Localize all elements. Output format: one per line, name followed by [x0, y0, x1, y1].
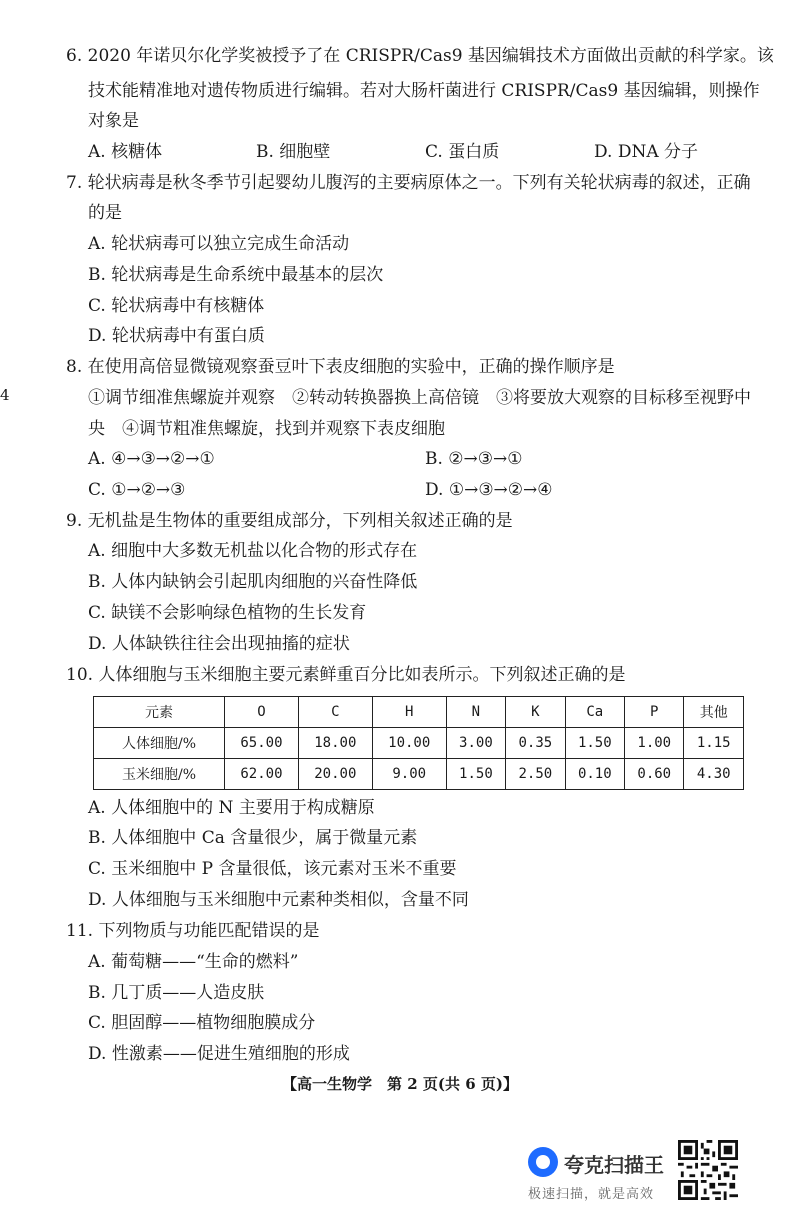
table-cell: 2.50	[506, 759, 565, 790]
quark-logo-icon	[528, 1147, 558, 1177]
q7-line-2: 的是	[88, 203, 122, 223]
table-cell: 65.00	[225, 728, 299, 759]
table-header-cell: N	[446, 697, 505, 728]
table-cell: 4.30	[684, 759, 744, 790]
brand-slogan: 极速扫描，就是高效	[528, 1187, 655, 1202]
q7-option-b: B. 轮状病毒是生命系统中最基本的层次	[88, 265, 384, 285]
q8-line-1: 8. 在使用高倍显微镜观察蚕豆叶下表皮细胞的实验中，正确的操作顺序是	[66, 357, 615, 377]
q8-option-d: D. ①→③→②→④	[425, 480, 553, 500]
q9-option-a: A. 细胞中大多数无机盐以化合物的形式存在	[88, 541, 418, 561]
table-header-cell: 其他	[684, 697, 744, 728]
q11-line-1: 11. 下列物质与功能匹配错误的是	[66, 921, 320, 941]
q6-line-2: 技术能精准地对遗传物质进行编辑。若对大肠杆菌进行 CRISPR/Cas9 基因编辑，则操作	[88, 81, 760, 101]
table-header-cell: O	[225, 697, 299, 728]
q6-option-c: C. 蛋白质	[425, 142, 500, 162]
q6-option-d: D. DNA 分子	[594, 142, 699, 162]
q7-option-c: C. 轮状病毒中有核糖体	[88, 296, 265, 316]
table-header-cell: P	[625, 697, 684, 728]
q8-option-c: C. ①→②→③	[88, 480, 186, 500]
table-header-cell: C	[298, 697, 372, 728]
q10-option-c: C. 玉米细胞中 P 含量很低，该元素对玉米不重要	[88, 859, 457, 879]
table-header-row	[94, 697, 744, 728]
q11-option-b: B. 几丁质——人造皮肤	[88, 983, 265, 1003]
table-header-cell: H	[372, 697, 446, 728]
q6-line-3: 对象是	[88, 111, 139, 131]
q9-option-b: B. 人体内缺钠会引起肌肉细胞的兴奋性降低	[88, 572, 418, 592]
table-cell: 10.00	[372, 728, 446, 759]
q10-line-1: 10. 人体细胞与玉米细胞主要元素鲜重百分比如表所示。下列叙述正确的是	[66, 665, 626, 685]
q11-option-d: D. 性激素——促进生殖细胞的形成	[88, 1044, 350, 1064]
q6-option-b: B. 细胞壁	[256, 142, 331, 162]
table-cell: 0.10	[565, 759, 624, 790]
q6-option-a: A. 核糖体	[88, 142, 163, 162]
brand-name: 夸克扫描王	[564, 1153, 664, 1177]
table-row	[94, 728, 744, 759]
q11-option-a: A. 葡萄糖——“生命的燃料”	[88, 952, 299, 972]
qr-code-icon	[678, 1140, 738, 1200]
q7-line-1: 7. 轮状病毒是秋冬季节引起婴幼儿腹泻的主要病原体之一。下列有关轮状病毒的叙述，正确	[66, 173, 751, 193]
table-cell: 9.00	[372, 759, 446, 790]
q8-line-3: 央 ④调节粗准焦螺旋，找到并观察下表皮细胞	[88, 419, 445, 439]
q8-line-2: ①调节细准焦螺旋并观察 ②转动转换器换上高倍镜 ③将要放大观察的目标移至视野中	[88, 388, 751, 408]
table-cell: 人体细胞/%	[94, 728, 225, 759]
q9-option-d: D. 人体缺铁往往会出现抽搐的症状	[88, 634, 350, 654]
table-cell: 1.15	[684, 728, 744, 759]
table-cell: 玉米细胞/%	[94, 759, 225, 790]
table-cell: 3.00	[446, 728, 505, 759]
q8-option-b: B. ②→③→①	[425, 449, 523, 469]
table-header-cell: 元素	[94, 697, 225, 728]
q9-option-c: C. 缺镁不会影响绿色植物的生长发育	[88, 603, 367, 623]
table-cell: 0.35	[506, 728, 565, 759]
table-cell: 0.60	[625, 759, 684, 790]
element-table	[93, 696, 744, 790]
table-cell: 1.50	[565, 728, 624, 759]
q8-option-a: A. ④→③→②→①	[88, 449, 215, 469]
q7-option-d: D. 轮状病毒中有蛋白质	[88, 326, 265, 346]
table-cell: 62.00	[225, 759, 299, 790]
margin-number: 4	[0, 386, 10, 404]
q6-line-1: 6. 2020 年诺贝尔化学奖被授予了在 CRISPR/Cas9 基因编辑技术方面做出贡献的科学家。该	[66, 46, 774, 66]
q10-option-b: B. 人体细胞中 Ca 含量很少，属于微量元素	[88, 828, 418, 848]
table-header-cell: Ca	[565, 697, 624, 728]
q11-option-c: C. 胆固醇——植物细胞膜成分	[88, 1013, 316, 1033]
table-cell: 20.00	[298, 759, 372, 790]
table-header-cell: K	[506, 697, 565, 728]
q9-line-1: 9. 无机盐是生物体的重要组成部分，下列相关叙述正确的是	[66, 511, 513, 531]
page-footer: 【高一生物学 第 2 页(共 6 页)】	[282, 1075, 518, 1093]
table-cell: 1.50	[446, 759, 505, 790]
table-cell: 1.00	[625, 728, 684, 759]
q7-option-a: A. 轮状病毒可以独立完成生命活动	[88, 234, 350, 254]
q10-option-a: A. 人体细胞中的 N 主要用于构成糖原	[88, 798, 375, 818]
table-cell: 18.00	[298, 728, 372, 759]
q10-option-d: D. 人体细胞与玉米细胞中元素种类相似，含量不同	[88, 890, 469, 910]
table-row	[94, 759, 744, 790]
